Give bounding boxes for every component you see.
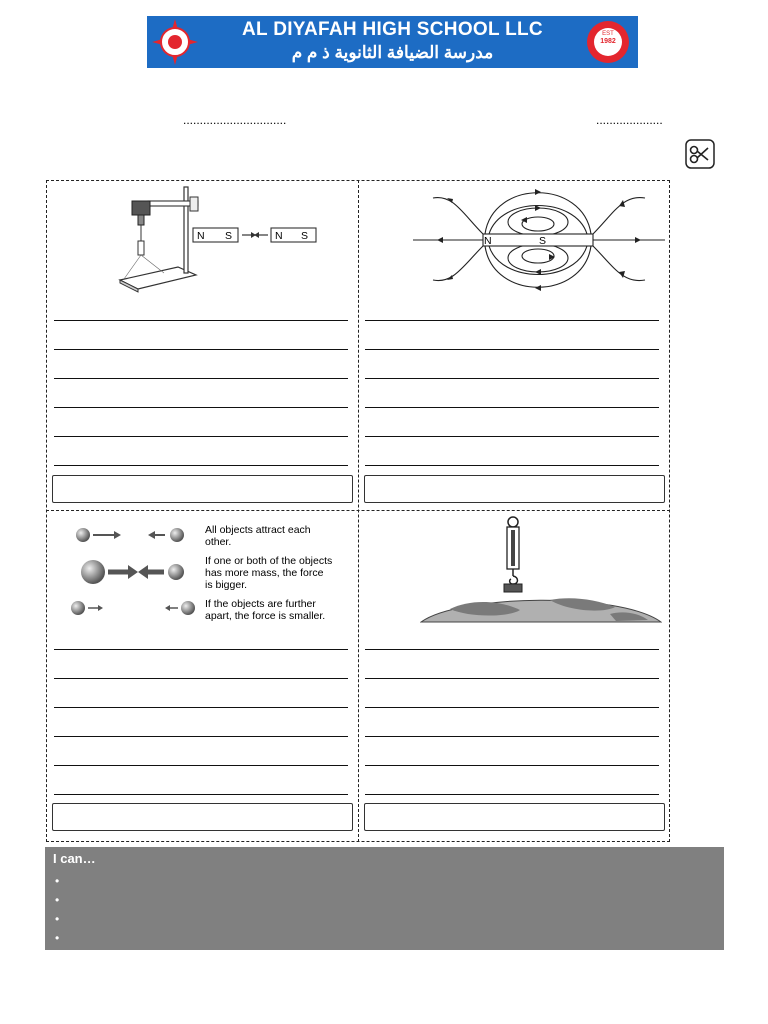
answer-box[interactable]	[52, 803, 353, 831]
grid-divider-horizontal	[46, 510, 670, 511]
field-n-label: N	[484, 235, 492, 247]
grid-divider-vertical	[358, 180, 359, 842]
writing-line[interactable]	[365, 320, 659, 321]
answer-box[interactable]	[52, 475, 353, 503]
logo-est-text: EST	[602, 31, 614, 37]
writing-line[interactable]	[54, 736, 348, 737]
writing-line[interactable]	[365, 678, 659, 679]
writing-line[interactable]	[365, 465, 659, 466]
i-can-bullet: •	[55, 931, 60, 945]
answer-box[interactable]	[364, 475, 665, 503]
writing-line[interactable]	[365, 707, 659, 708]
writing-line[interactable]	[365, 736, 659, 737]
magnet2-s-label: S	[301, 230, 309, 242]
gravity-text-line6: If the objects are further	[205, 598, 316, 610]
school-name-english: AL DIYAFAH HIGH SCHOOL LLC	[242, 19, 543, 40]
writing-line[interactable]	[54, 765, 348, 766]
gravity-text-line4: has more mass, the force	[205, 567, 324, 579]
answer-box[interactable]	[364, 803, 665, 831]
writing-line[interactable]	[54, 707, 348, 708]
writing-line[interactable]	[365, 378, 659, 379]
logo-year-text: 1982	[600, 38, 616, 45]
gravity-attraction-diagram	[66, 520, 202, 625]
writing-line[interactable]	[365, 649, 659, 650]
writing-line[interactable]	[365, 765, 659, 766]
writing-line[interactable]	[54, 465, 348, 466]
magnet-stand-diagram	[118, 185, 318, 293]
writing-line[interactable]	[54, 378, 348, 379]
school-banner	[147, 16, 638, 68]
i-can-section	[45, 847, 724, 950]
writing-line[interactable]	[365, 407, 659, 408]
writing-line[interactable]	[54, 320, 348, 321]
school-name-arabic: مدرسة الضيافة الثانوية ذ م م	[291, 43, 494, 62]
field-s-label: S	[539, 235, 547, 247]
magnet1-s-label: S	[225, 230, 233, 242]
scissors-icon	[685, 139, 715, 169]
i-can-bullet: •	[55, 874, 60, 888]
writing-line[interactable]	[54, 407, 348, 408]
gravity-text-line7: apart, the force is smaller.	[205, 610, 326, 622]
date-field[interactable]: ....................	[596, 113, 663, 127]
writing-line[interactable]	[54, 436, 348, 437]
writing-line[interactable]	[365, 794, 659, 795]
writing-line[interactable]	[365, 436, 659, 437]
i-can-bullet: •	[55, 912, 60, 926]
writing-line[interactable]	[54, 678, 348, 679]
magnet2-n-label: N	[275, 230, 283, 242]
writing-line[interactable]	[54, 794, 348, 795]
gravity-text-line3: If one or both of the objects	[205, 555, 333, 567]
gravity-text-line2: other.	[205, 536, 232, 548]
magnet1-n-label: N	[197, 230, 205, 242]
i-can-title: I can…	[53, 851, 96, 866]
spring-balance-earth-diagram	[420, 514, 662, 624]
writing-line[interactable]	[365, 349, 659, 350]
gravity-text-line1: All objects attract each	[205, 524, 311, 536]
gravity-text-line5: is bigger.	[205, 579, 248, 591]
writing-line[interactable]	[54, 349, 348, 350]
i-can-bullet: •	[55, 893, 60, 907]
name-field[interactable]: ...............................	[183, 113, 287, 127]
writing-line[interactable]	[54, 649, 348, 650]
